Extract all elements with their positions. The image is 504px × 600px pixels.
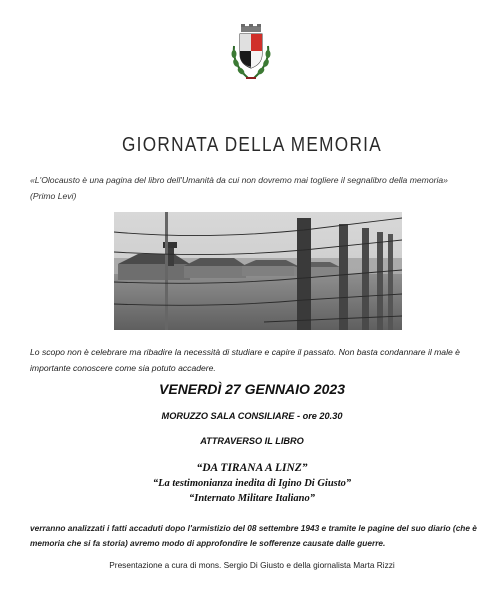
primo-levi-quote: «L'Olocausto è una pagina del libro dell'Umanità da cui non dovremo mai togliere il segnalibro della memoria» (Primo Levi) — [30, 175, 448, 201]
event-through-label: ATTRAVERSO IL LIBRO — [200, 436, 304, 446]
presentation-credit: Presentazione a cura di mons. Sergio Di Giusto e della giornalista Marta Rizzi — [109, 560, 395, 570]
event-venue: MORUZZO SALA CONSILIARE - ore 20.30 — [161, 411, 343, 421]
event-description: verranno analizzati i fatti accaduti dopo l'armistizio del 08 settembre 1943 e tramite le pagine del suo diario (che è memoria che si fa storia) avremo modo di approfondire le sofferenze causate dalle guerre. — [30, 523, 477, 548]
page-title: GIORNATA DELLA MEMORIA — [121, 134, 382, 156]
camp-photo — [114, 212, 402, 330]
book-title: “DA TIRANA A LINZ” — [196, 462, 308, 474]
coat-of-arms-icon — [228, 24, 274, 84]
event-date: VENERDÌ 27 GENNAIO 2023 — [159, 381, 345, 397]
book-subtitle-1: “La testimonianza inedita di Igino Di Giusto” — [152, 478, 352, 489]
book-subtitle-2: “Internato Militare Italiano” — [188, 493, 316, 504]
intro-paragraph: Lo scopo non è celebrare ma ribadire la necessità di studiare e capire il passato. Non basta condannare il male è importante conoscere come sia potuto accadere. — [30, 347, 460, 373]
